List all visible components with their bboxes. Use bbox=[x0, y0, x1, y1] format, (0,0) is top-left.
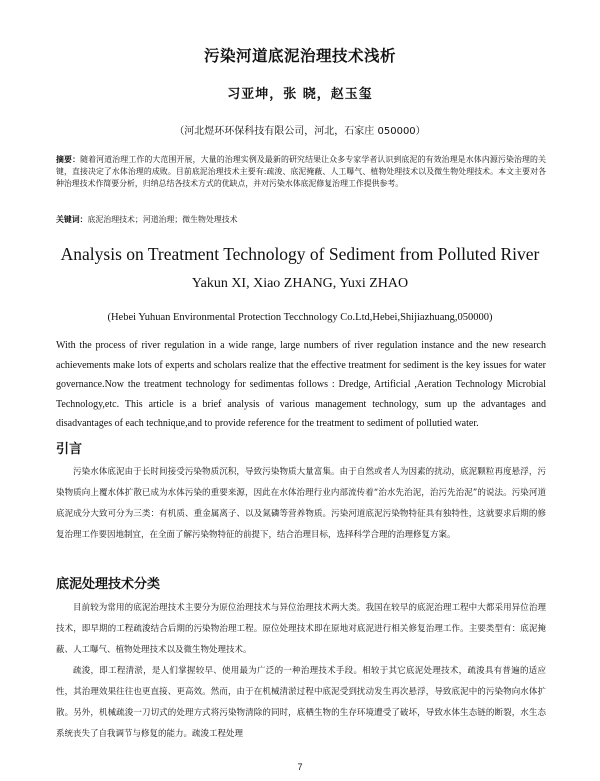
authors-english: Yakun XI, Xiao ZHANG, Yuxi ZHAO bbox=[191, 276, 409, 291]
abstract-label: 摘要： bbox=[56, 155, 81, 164]
paragraph-dredging: 疏浚，即工程清淤，是人们掌握较早、使用最为广泛的一种治理技术手段。相较于其它底泥处理技术，疏浚具有普遍的适应性，其治理效果往往也更直接、更高效。然而，由于在机械清淤过程中底泥受到扰动发生再次悬浮，导致底泥中的污染物向水体扩散。另外，机械疏浚一刀切式的处理方式将污染物清除的同时，底栖生物的生存环境遭受了破坏，导致水体生态链的断裂，水生态系统丧失了自我调节与修复的能力。疏浚工程处理 bbox=[56, 666, 546, 739]
title-english: Analysis on Treatment Technology of Sediment from Polluted River bbox=[60, 244, 540, 264]
heading-treatment-classification: 底泥处理技术分类 bbox=[56, 577, 161, 592]
keywords-chinese bbox=[56, 214, 546, 226]
authors-chinese: 习亚坤，张 晓，赵玉玺 bbox=[227, 87, 373, 102]
paragraph-classification: 目前较为常用的底泥治理技术主要分为原位治理技术与异位治理技术两大类。我国在较早的底泥治理工程中大都采用异位治理技术，即早期的工程疏浚结合后期的污染物治理工程。原位处理技术即在原地对底泥进行相关修复治理工作。主要类型有：底泥掩蔽、人工曝气、植物处理技术以及微生物处理技术。 bbox=[56, 603, 546, 655]
abstract-text: 随着河道治理工作的大范围开展，大量的治理实例及最新的研究结果让众多专家学者认识到底泥的有效治理是水体内源污染治理的关键，直接决定了水体治理的成败。目前底泥治理技术主要有:疏浚、底泥掩蔽、人工曝气、植物处理技术以及微生物处理技术。本文主要对各种治理技术作简要分析，归纳总结各技术方式的优缺点，并对污染水体底泥修复治理工作提供参考。 bbox=[56, 155, 546, 188]
affiliation-chinese: （河北煜环环保科技有限公司，河北，石家庄 050000） bbox=[174, 126, 426, 137]
affiliation-english: (Hebei Yuhuan Environmental Protection Tecchnology Co.Ltd,Hebei,Shijiazhuang,050000) bbox=[107, 312, 493, 323]
abstract-english: With the process of river regulation in a wide range, large numbers of river regulation instance and the new research achievements make lots of experts and scholars realize that the effective treatment for sediment is the key issues for water governance.Now the treatment technology for sedimentas follows : Dredge, Artificial ,Aeration Technology Microbial Technology,etc. This article is a brief analysis of various management technology, sum up the advantages and disadvantages of each technique,and to provide reference for the treatment to sediment of pollutied water. bbox=[56, 340, 546, 429]
title-chinese: 污染河道底泥治理技术浅析 bbox=[203, 47, 396, 65]
keywords-label: 关键词： bbox=[56, 215, 88, 224]
keywords-text: 底泥治理技术；河道治理；微生物处理技术 bbox=[87, 215, 238, 224]
paragraph-introduction: 污染水体底泥由于长时间接受污染物质沉积，导致污染物质大量富集。由于自然或者人为因素的扰动，底泥颗粒再度悬浮，污染物质向上覆水体扩散已成为水体污染的重要来源，因此在水体治理行业内部流传着“治水先治泥，治污先治泥”的说法。污染河道底泥成分大致可分为三类：有机质、重金属离子、以及氮磷等营养物质。污染河道底泥污染物特征具有独特性，这就要求后期的修复治理工作要因地制宜，在全面了解污染物特征的前提下，结合治理目标，选择科学合理的治理修复方案。 bbox=[56, 467, 546, 540]
heading-introduction: 引言 bbox=[56, 442, 83, 457]
abstract-chinese bbox=[56, 154, 546, 190]
page-number: 7 bbox=[297, 762, 303, 772]
